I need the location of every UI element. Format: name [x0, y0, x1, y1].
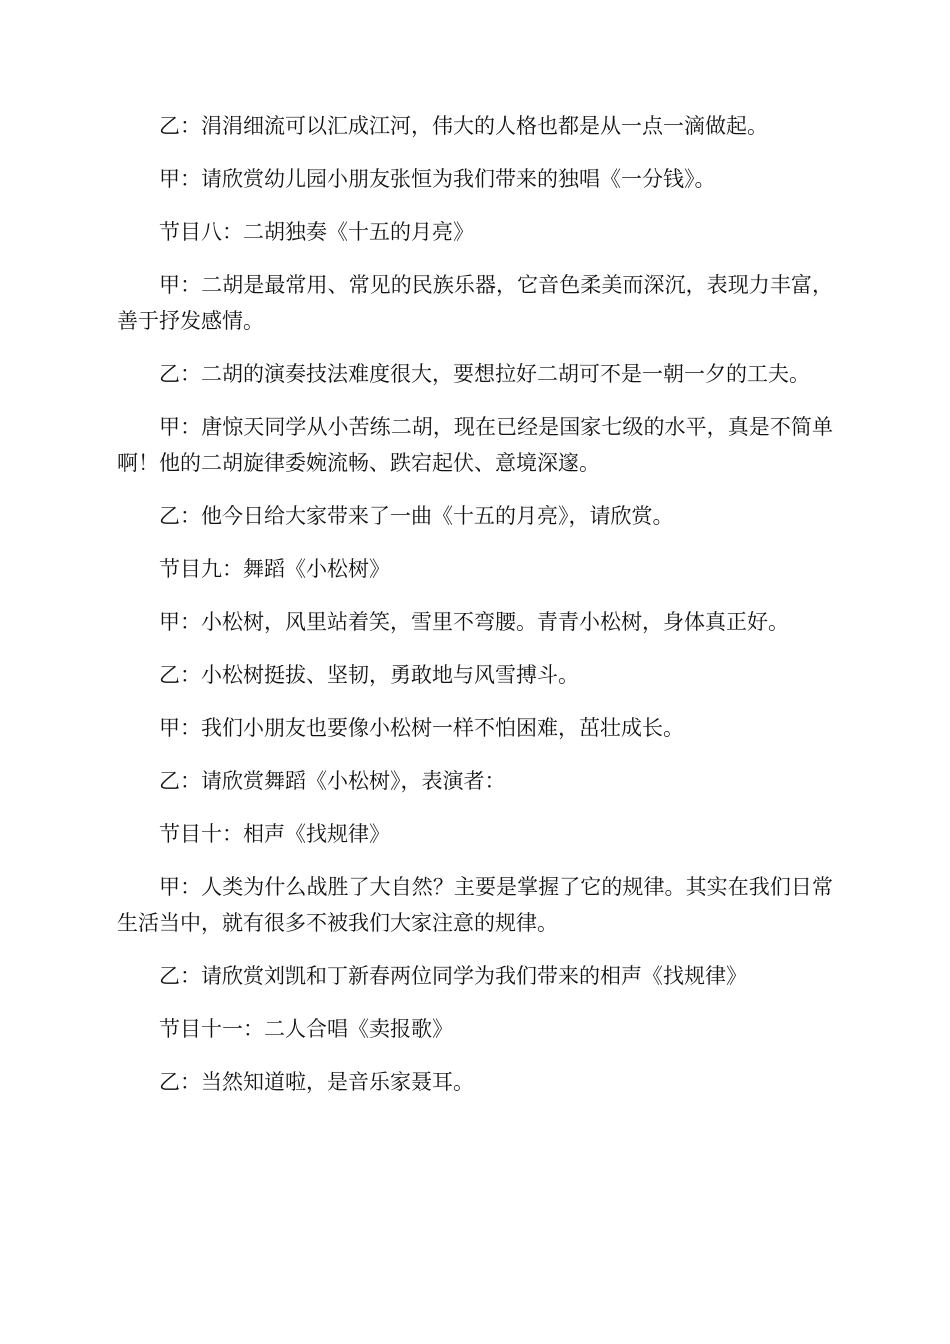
- paragraph: 甲：二胡是最常用、常见的民族乐器，它音色柔美而深沉，表现力丰富，善于抒发感情。: [117, 273, 833, 333]
- paragraph: 甲：小松树，风里站着笑，雪里不弯腰。青青小松树，身体真正好。: [159, 610, 789, 634]
- paragraph: 乙：请欣赏刘凯和丁新春两位同学为我们带来的相声《找规律》: [159, 964, 747, 988]
- paragraph: 甲：我们小朋友也要像小松树一样不怕困难，茁壮成长。: [159, 716, 684, 740]
- paragraph: 乙：二胡的演奏技法难度很大，要想拉好二胡可不是一朝一夕的工夫。: [159, 362, 810, 386]
- paragraph: 乙：涓涓细流可以汇成江河，伟大的人格也都是从一点一滴做起。: [159, 114, 768, 138]
- paragraph: 甲：唐惊天同学从小苦练二胡，现在已经是国家七级的水平，真是不简单啊！他的二胡旋律委婉流畅、跌宕起伏、意境深邃。: [117, 415, 833, 475]
- paragraph: 甲：人类为什么战胜了大自然？主要是掌握了它的规律。其实在我们日常生活当中，就有很多不被我们大家注意的规律。: [117, 875, 833, 935]
- section-heading: 节目九：舞蹈《小松树》: [159, 557, 390, 581]
- section-heading: 节目八：二胡独奏《十五的月亮》: [159, 220, 474, 244]
- section-heading: 节目十一：二人合唱《卖报歌》: [159, 1017, 453, 1041]
- paragraph: 乙：小松树挺拔、坚韧，勇敢地与风雪搏斗。: [159, 663, 579, 687]
- paragraph: 甲：请欣赏幼儿园小朋友张恒为我们带来的独唱《一分钱》。: [159, 167, 716, 191]
- section-heading: 节目十：相声《找规律》: [159, 822, 390, 846]
- paragraph: 乙：当然知道啦，是音乐家聂耳。: [159, 1070, 474, 1094]
- paragraph: 乙：请欣赏舞蹈《小松树》，表演者：: [159, 769, 506, 793]
- paragraph: 乙：他今日给大家带来了一曲《十五的月亮》，请欣赏。: [159, 504, 674, 528]
- document-body: [117, 108, 833, 1117]
